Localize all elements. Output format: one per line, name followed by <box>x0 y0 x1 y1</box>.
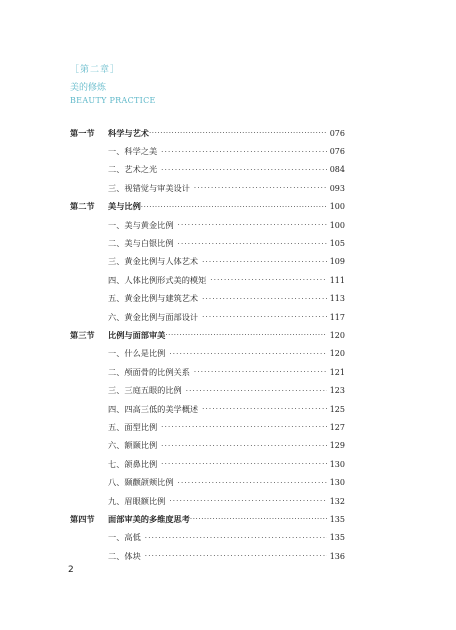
toc-entry-row[interactable] <box>70 308 345 326</box>
toc-section-row[interactable] <box>70 510 345 528</box>
toc-page-number: 136 <box>329 551 345 561</box>
toc-entry-row[interactable] <box>70 179 345 197</box>
table-of-contents <box>70 124 345 565</box>
dot-leader <box>194 184 327 192</box>
dot-leader <box>169 350 327 358</box>
toc-page-number: 111 <box>329 275 345 285</box>
dot-leader <box>145 534 327 542</box>
toc-title: 三、三庭五眼的比例 <box>108 385 182 396</box>
toc-entry-row[interactable] <box>70 216 345 234</box>
toc-entry-row[interactable] <box>70 290 345 308</box>
dot-leader <box>161 460 327 468</box>
chapter-tag: ［第二章］ <box>70 65 121 75</box>
toc-page-number: 125 <box>329 404 345 414</box>
dot-leader <box>194 368 327 376</box>
toc-title: 四、四高三低的美学概述 <box>108 403 199 414</box>
toc-page-number: 113 <box>329 294 345 304</box>
toc-entry-row[interactable] <box>70 142 345 160</box>
toc-page-number: 109 <box>329 257 345 267</box>
dot-leader <box>202 405 327 413</box>
dot-leader <box>202 258 327 266</box>
toc-page-number: 135 <box>329 533 345 543</box>
dot-leader <box>149 129 327 137</box>
toc-page-number: 084 <box>329 165 345 175</box>
toc-page-number: 076 <box>329 128 345 138</box>
toc-page-number: 120 <box>329 330 345 340</box>
toc-entry-row[interactable] <box>70 381 345 399</box>
toc-title: 二、艺术之光 <box>108 164 158 175</box>
toc-title: 五、面型比例 <box>108 421 158 432</box>
dot-leader <box>145 552 327 560</box>
toc-page-number: 100 <box>329 202 345 212</box>
toc-page-number: 117 <box>329 312 345 322</box>
toc-page-number: 130 <box>329 459 345 469</box>
toc-page-number: 127 <box>329 422 345 432</box>
toc-title: 二、颅面骨的比例关系 <box>108 366 190 377</box>
dot-leader <box>178 479 327 487</box>
toc-page-number: 093 <box>329 183 345 193</box>
toc-entry-row[interactable] <box>70 271 345 289</box>
dot-leader <box>190 515 327 523</box>
toc-section-number: 第四节 <box>70 513 95 524</box>
toc-page-number: 120 <box>329 349 345 359</box>
toc-entry-row[interactable] <box>70 345 345 363</box>
dot-leader <box>141 203 327 211</box>
dot-leader <box>161 423 327 431</box>
toc-title: 二、美与白银比例 <box>108 238 174 249</box>
toc-page-number: 105 <box>329 239 345 249</box>
toc-title: 一、高低 <box>108 532 141 543</box>
toc-page-number: 100 <box>329 220 345 230</box>
toc-entry-row[interactable] <box>70 418 345 436</box>
toc-title: 三、视错觉与审美设计 <box>108 182 190 193</box>
toc-title: 五、黄金比例与建筑艺术 <box>108 293 199 304</box>
toc-page-number: 129 <box>329 441 345 451</box>
toc-title: 九、眉眼额比例 <box>108 495 166 506</box>
toc-title: 科学与艺术 <box>108 127 149 138</box>
toc-entry-row[interactable] <box>70 253 345 271</box>
toc-entry-row[interactable] <box>70 437 345 455</box>
dot-leader <box>178 240 327 248</box>
dot-leader <box>210 276 327 284</box>
toc-title: 三、黄金比例与人体艺术 <box>108 256 199 267</box>
toc-title: 四、人体比例形式美的模矩 <box>108 274 207 285</box>
chapter-title-english: BEAUTY PRACTICE <box>70 96 156 105</box>
toc-entry-row[interactable] <box>70 492 345 510</box>
toc-entry-row[interactable] <box>70 473 345 491</box>
toc-title: 比例与面部审美 <box>108 329 166 340</box>
page-number: 2 <box>68 565 74 575</box>
toc-page-number: 076 <box>329 147 345 157</box>
toc-page-number: 123 <box>329 386 345 396</box>
toc-section-row[interactable] <box>70 198 345 216</box>
toc-section-number: 第一节 <box>70 127 95 138</box>
toc-title: 六、黄金比例与面部设计 <box>108 311 199 322</box>
toc-entry-row[interactable] <box>70 455 345 473</box>
dot-leader <box>165 331 327 339</box>
toc-page-number: 135 <box>329 514 345 524</box>
dot-leader <box>161 148 327 156</box>
toc-title: 六、额颞比例 <box>108 440 158 451</box>
toc-title: 面部审美的多维度思考 <box>108 513 190 524</box>
toc-section-row[interactable] <box>70 124 345 142</box>
toc-entry-row[interactable] <box>70 547 345 565</box>
toc-entry-row[interactable] <box>70 529 345 547</box>
toc-title: 一、美与黄金比例 <box>108 219 174 230</box>
dot-leader <box>186 387 327 395</box>
toc-entry-row[interactable] <box>70 234 345 252</box>
toc-section-number: 第三节 <box>70 329 95 340</box>
toc-page-number: 121 <box>329 367 345 377</box>
toc-entry-row[interactable] <box>70 161 345 179</box>
toc-title: 七、颌鼻比例 <box>108 458 158 469</box>
dot-leader <box>161 166 327 174</box>
toc-page-number: 132 <box>329 496 345 506</box>
toc-page-number: 130 <box>329 478 345 488</box>
toc-section-row[interactable] <box>70 326 345 344</box>
dot-leader <box>169 497 327 505</box>
toc-entry-row[interactable] <box>70 363 345 381</box>
toc-title: 一、什么是比例 <box>108 348 166 359</box>
toc-entry-row[interactable] <box>70 400 345 418</box>
dot-leader <box>178 221 327 229</box>
toc-section-number: 第二节 <box>70 201 95 212</box>
dot-leader <box>161 442 327 450</box>
toc-title: 美与比例 <box>108 201 141 212</box>
dot-leader <box>202 313 327 321</box>
toc-title: 八、颞颧颌颊比例 <box>108 477 174 488</box>
toc-title: 二、体块 <box>108 550 141 561</box>
toc-title: 一、科学之美 <box>108 146 158 157</box>
dot-leader <box>202 295 327 303</box>
chapter-title: 美的修炼 <box>70 83 107 93</box>
